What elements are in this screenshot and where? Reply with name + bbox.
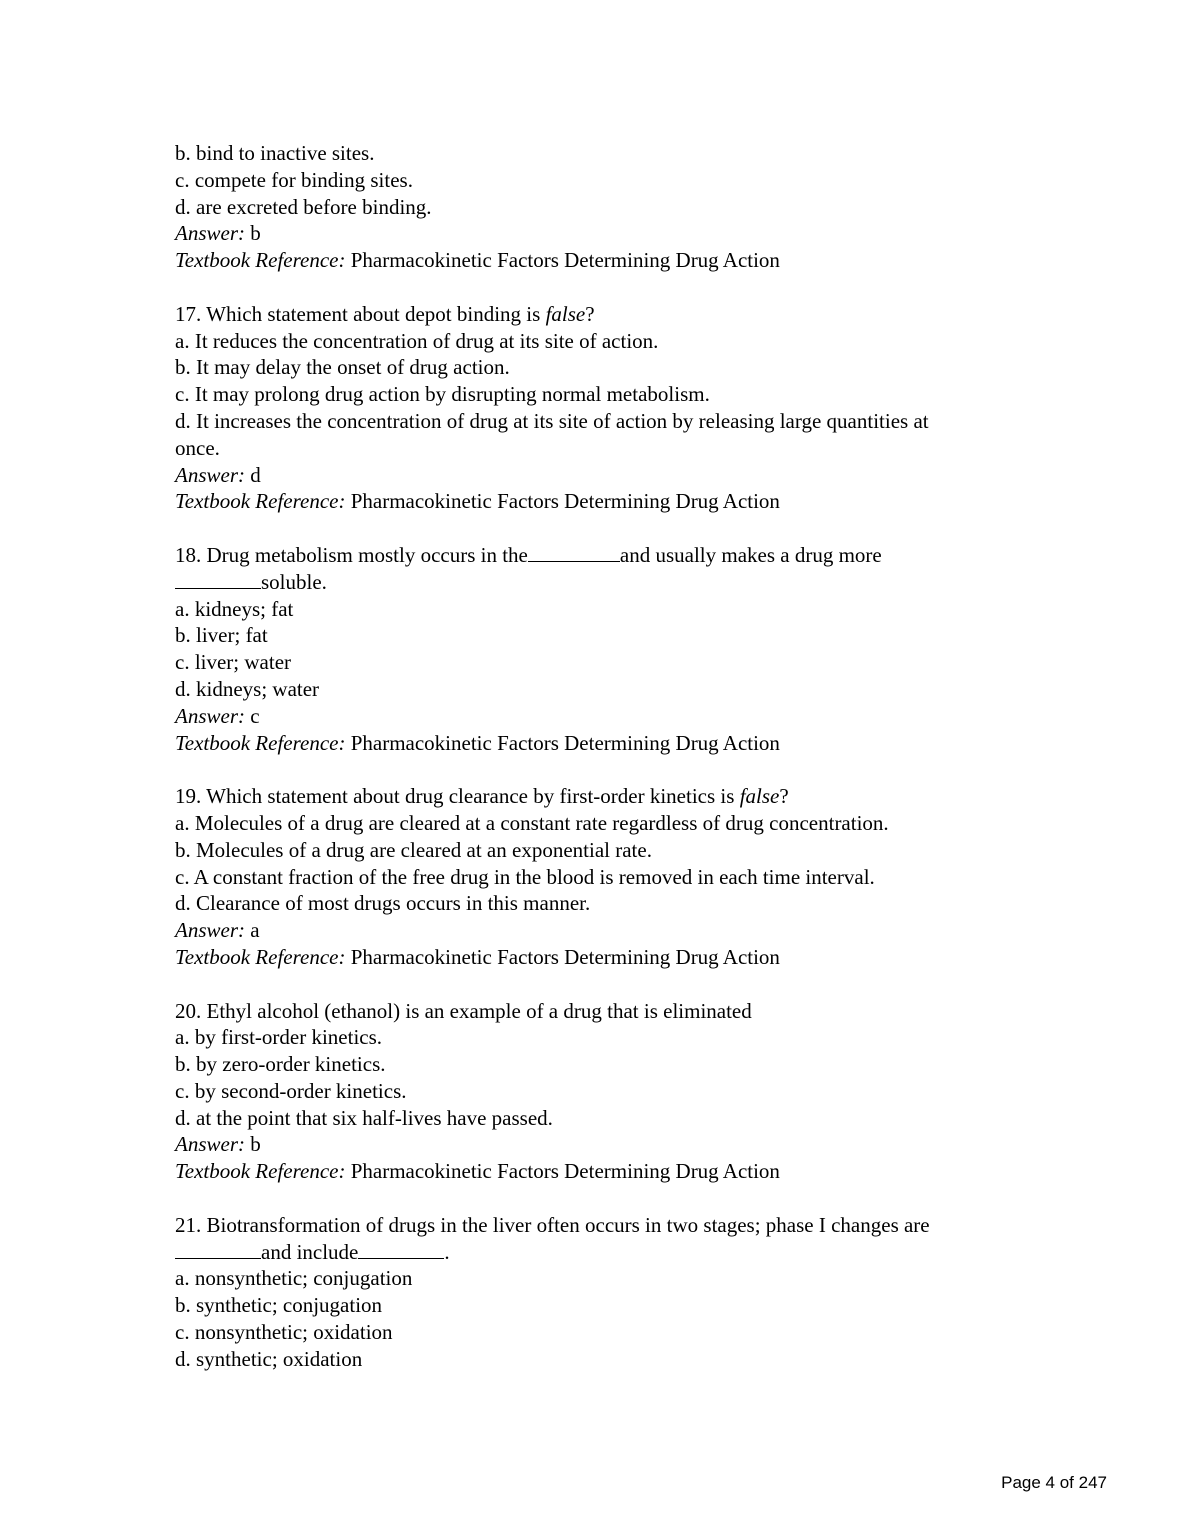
text-line [175,649,1035,676]
text-line [175,542,1035,569]
text-line [175,1158,1035,1185]
italic-text: Answer: [175,221,245,246]
text-segment: b. Molecules of a drug are cleared at an exponential rate. [175,837,652,862]
text-line [175,998,1035,1025]
text-line [175,488,1035,515]
text-segment: ? [779,784,789,809]
italic-text: Answer: [175,703,245,728]
block-spacer [175,756,1035,783]
text-line [175,596,1035,623]
text-line [175,1292,1035,1319]
block-spacer [175,274,1035,301]
text-segment: d [245,462,261,487]
text-segment: b [245,1132,261,1157]
text-segment: d. at the point that six half-lives have passed. [175,1105,553,1130]
text-segment: . [444,1239,450,1264]
text-segment: b. liver; fat [175,623,268,648]
question-block [175,542,1035,756]
text-segment: a. nonsynthetic; conjugation [175,1266,413,1291]
page-number: Page 4 of 247 [1001,1473,1107,1492]
text-line [175,890,1035,917]
italic-text: Textbook Reference: [175,730,346,755]
italic-text: Answer: [175,918,245,943]
fill-in-blank [175,1239,261,1259]
text-segment: a. kidneys; fat [175,596,294,621]
text-line [175,569,1035,596]
text-line [175,1078,1035,1105]
text-line [175,1319,1035,1346]
text-segment: d. It increases the concentration of drug at its site of action by releasing large quantities at [175,408,929,433]
italic-text: Textbook Reference: [175,944,346,969]
text-line [175,1024,1035,1051]
text-segment: ? [585,301,595,326]
text-segment: 19. Which statement about drug clearance by first-order kinetics is [175,784,740,809]
text-segment: c. by second-order kinetics. [175,1078,407,1103]
text-line [175,676,1035,703]
text-line [175,1346,1035,1373]
text-segment: 18. Drug metabolism mostly occurs in the [175,542,528,567]
text-line [175,730,1035,757]
text-line [175,944,1035,971]
italic-text: Answer: [175,1132,245,1157]
text-segment: c [245,703,260,728]
text-line [175,220,1035,247]
text-line [175,354,1035,381]
text-line [175,408,1035,435]
text-segment: 21. Biotransformation of drugs in the liver often occurs in two stages; phase I changes are [175,1212,930,1237]
text-segment: d. kidneys; water [175,676,320,701]
text-segment: d. are excreted before binding. [175,194,432,219]
text-line [175,864,1035,891]
text-line [175,1265,1035,1292]
text-line [175,703,1035,730]
text-segment: a. by first-order kinetics. [175,1025,383,1050]
text-segment: soluble. [261,569,327,594]
text-segment: Pharmacokinetic Factors Determining Drug Action [345,944,780,969]
question-block [175,301,1035,515]
fill-in-blank [175,569,261,589]
text-line [175,1212,1035,1239]
text-segment: once. [175,435,220,460]
question-block [175,140,1035,274]
text-segment: d. synthetic; oxidation [175,1346,363,1371]
question-block [175,998,1035,1186]
block-spacer [175,1185,1035,1212]
text-line [175,783,1035,810]
italic-text: Answer: [175,462,245,487]
text-segment: and usually makes a drug more [619,542,882,567]
text-line [175,194,1035,221]
text-segment: b [245,221,261,246]
text-line [175,462,1035,489]
text-segment: 17. Which statement about depot binding is [175,301,546,326]
text-line [175,1131,1035,1158]
text-segment: c. A constant fraction of the free drug in the blood is removed in each time interval. [175,864,875,889]
text-segment: a. Molecules of a drug are cleared at a constant rate regardless of drug concentration. [175,810,889,835]
italic-text: Textbook Reference: [175,248,346,273]
text-line [175,917,1035,944]
text-segment: b. by zero-order kinetics. [175,1052,386,1077]
italic-text: Textbook Reference: [175,1159,346,1184]
fill-in-blank [528,542,620,562]
text-segment: c. It may prolong drug action by disrupting normal metabolism. [175,382,710,407]
italic-text: Textbook Reference: [175,489,346,514]
text-segment: b. It may delay the onset of drug action. [175,355,510,380]
text-segment: b. bind to inactive sites. [175,141,375,165]
text-line [175,837,1035,864]
block-spacer [175,515,1035,542]
text-line [175,810,1035,837]
question-block [175,1212,1035,1373]
text-segment: a. It reduces the concentration of drug at its site of action. [175,328,659,353]
text-segment: 20. Ethyl alcohol (ethanol) is an example of a drug that is eliminated [175,998,752,1023]
text-line [175,1239,1035,1266]
text-segment: Pharmacokinetic Factors Determining Drug Action [345,1159,780,1184]
text-segment: c. compete for binding sites. [175,167,413,192]
text-line [175,381,1035,408]
text-line [175,301,1035,328]
italic-text: false [739,784,780,809]
text-segment: c. nonsynthetic; oxidation [175,1320,393,1345]
text-segment: Pharmacokinetic Factors Determining Drug Action [345,489,780,514]
text-line [175,1051,1035,1078]
block-spacer [175,971,1035,998]
text-line [175,435,1035,462]
text-segment: Pharmacokinetic Factors Determining Drug Action [345,730,780,755]
text-line [175,328,1035,355]
document-body [175,140,1035,1373]
italic-text: false [545,301,586,326]
text-segment: Pharmacokinetic Factors Determining Drug Action [345,248,780,273]
text-segment: c. liver; water [175,650,292,675]
fill-in-blank [358,1239,444,1259]
text-segment: and include [261,1239,359,1264]
text-line [175,247,1035,274]
text-line [175,1105,1035,1132]
text-segment: a [245,918,260,943]
text-segment: d. Clearance of most drugs occurs in this manner. [175,891,591,916]
text-line [175,140,1035,167]
text-line [175,167,1035,194]
text-segment: b. synthetic; conjugation [175,1293,383,1318]
text-line [175,622,1035,649]
question-block [175,783,1035,971]
